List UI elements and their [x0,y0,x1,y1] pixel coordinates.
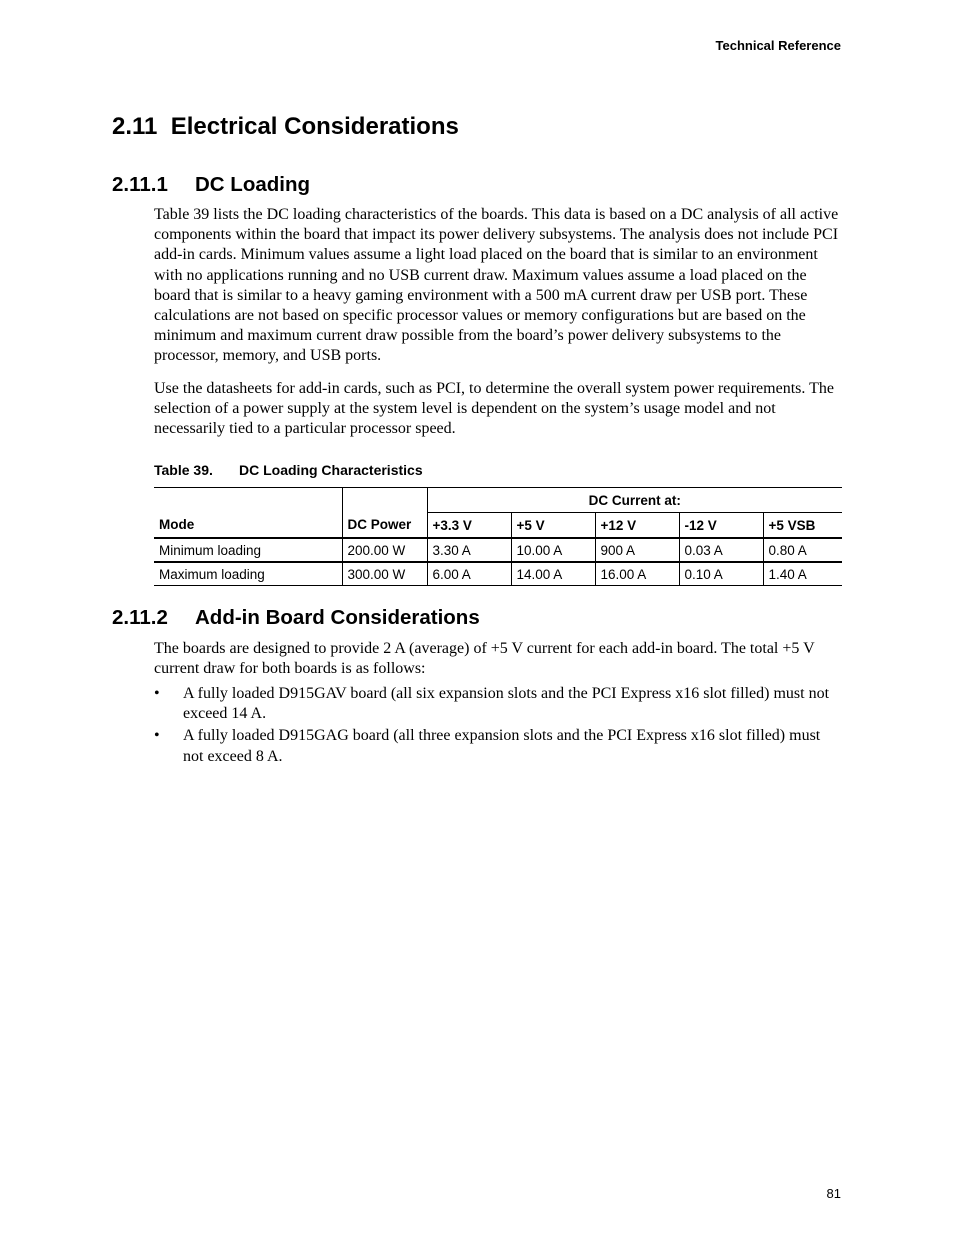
table-cell: 10.00 A [511,538,595,562]
table-row [154,538,842,562]
dc-loading-paragraph-1: Table 39 lists the DC loading characteristics of the boards. This data is based on a DC analysis of all active components within the board that impact its power delivery subsystems. The analysis does not include PCI add-in cards. Minimum values assume a light load placed on the board that is similar to an environment with no applications running and no USB current draw. Maximum values assume a load placed on the board that is similar to a heavy gaming environment with a 500 mA current draw per USB port. These calculations are not based on specific processor values or memory configurations but are based on the minimum and maximum current draw possible from the board’s power delivery subsystems to the processor, memory, and USB ports. [154,206,839,365]
dc-loading-table [154,487,842,586]
list-item-text: A fully loaded D915GAV board (all six expansion slots and the PCI Express x16 slot filled) must not exceed 14 A. [183,685,830,723]
subsection-title: DC Loading [195,173,311,196]
column-header-neg12v: -12 V [679,513,763,539]
table-cell: 16.00 A [595,562,679,586]
subsection-number: 2.11.2 [112,606,168,629]
table-cell: 0.03 A [679,538,763,562]
column-header-dc-power: DC Power [342,488,427,539]
column-header-12v: +12 V [595,513,679,539]
table-cell: 300.00 W [342,562,427,586]
column-header-5v: +5 V [511,513,595,539]
addin-board-paragraph: The boards are designed to provide 2 A (average) of +5 V current for each add-in board. The total +5 V current draw for both boards is as follows: [154,640,815,678]
bullet-icon: • [154,727,160,745]
column-header-3v3: +3.3 V [427,513,511,539]
table-caption-title: DC Loading Characteristics [239,462,423,478]
table-caption [154,462,423,478]
table-cell: 3.30 A [427,538,511,562]
table-caption-number: Table 39. [154,462,213,478]
subsection-heading-dc-loading [112,173,310,197]
running-header: Technical Reference [715,38,841,53]
addin-board-bullet-list [154,684,844,769]
list-item [154,684,844,724]
dc-loading-paragraph-2: Use the datasheets for add-in cards, such as PCI, to determine the overall system power requirements. The selection of a power supply at the system level is dependent on the system’s usage model and not necessarily tied to a particular processor speed. [154,380,834,438]
subsection-number: 2.11.1 [112,173,168,196]
section-number: 2.11 [112,113,158,140]
table-cell: Maximum loading [154,562,342,586]
subsection-title: Add-in Board Considerations [195,606,480,629]
bullet-icon: • [154,685,160,702]
list-item [154,726,844,766]
column-header-mode: Mode [154,488,342,539]
subsection-heading-addin-board [112,606,480,630]
table-cell: 6.00 A [427,562,511,586]
section-heading [112,113,459,141]
column-header-5vsb: +5 VSB [763,513,842,539]
group-header-dc-current: DC Current at: [427,488,842,513]
page-number: 81 [826,1186,841,1201]
table-cell: 900 A [595,538,679,562]
table-cell: 0.80 A [763,538,842,562]
section-title: Electrical Considerations [170,113,459,140]
table-cell: 0.10 A [679,562,763,586]
table-row [154,562,842,586]
table-cell: Minimum loading [154,538,342,562]
table-cell: 14.00 A [511,562,595,586]
list-item-text: A fully loaded D915GAG board (all three expansion slots and the PCI Express x16 slot filled) must not exceed 8 A. [183,727,821,765]
table-cell: 200.00 W [342,538,427,562]
table-cell: 1.40 A [763,562,842,586]
